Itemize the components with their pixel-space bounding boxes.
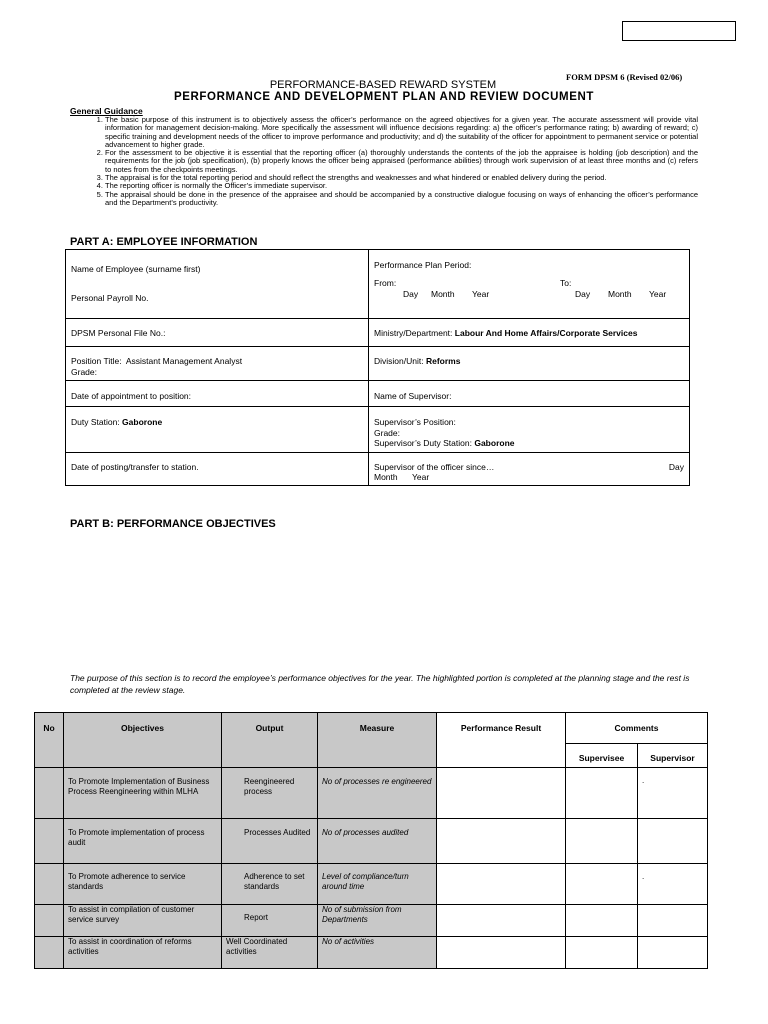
ministry-cell	[369, 319, 690, 347]
output-cell: Report	[222, 905, 318, 937]
division-value: Reforms	[425, 356, 461, 366]
header-output: Output	[222, 713, 318, 768]
objective-cell: To Promote Implementation of Business Process Reengineering within MLHA	[64, 768, 222, 819]
result-cell[interactable]	[437, 905, 566, 937]
header-no: No	[35, 713, 64, 768]
position-cell	[66, 347, 369, 381]
guidance-item-1: 1. The basic purpose of this instrument is to objectively assess the officer’s performance on the agreed objectives for a given year. The accurate assessment will provide vital information for management decision-making. More specifically the assessment will influence decisions regarding: a) the officer’s performance rating; b) awarding of reward; c) specific training and development needs of the officer to improve performance and productivity; and d) the suitability of the officer for appointment to permanent service or potential advancement to higher grade.	[105, 116, 698, 149]
to-year-label: Year	[649, 288, 667, 299]
supervisee-comment-cell[interactable]	[566, 905, 638, 937]
duty-station-value: Gaborone	[122, 417, 163, 427]
guidance-list	[70, 116, 698, 207]
objectives-table	[34, 712, 708, 969]
plan-period-label: Performance Plan Period:	[374, 260, 472, 270]
output-cell: Adherence to set standards	[222, 864, 318, 905]
from-month-label: Month	[431, 288, 455, 299]
header-supervisee: Supervisee	[566, 744, 638, 768]
objective-cell: To Promote adherence to service standards	[64, 864, 222, 905]
measure-cell: Level of compliance/turn around time	[318, 864, 437, 905]
part-a-heading: PART A: EMPLOYEE INFORMATION	[70, 236, 258, 248]
header-objectives: Objectives	[64, 713, 222, 768]
guidance-item-4: 4. The reporting officer is normally the Officer’s immediate supervisor.	[105, 182, 698, 190]
objective-cell: To assist in compilation of customer service survey	[64, 905, 222, 937]
output-cell: Reengineered process	[222, 768, 318, 819]
row-no-cell	[35, 864, 64, 905]
output-cell: Processes Audited	[222, 819, 318, 864]
supervisor-position-label: Supervisor’s Position:	[374, 417, 456, 427]
part-b-purpose: The purpose of this section is to record the employee’s performance objectives for the year. The highlighted portion is completed at the planning stage and the rest is completed at the review stage.	[70, 673, 690, 695]
from-label: From:	[374, 277, 397, 288]
supervisor-position-cell	[369, 407, 690, 453]
header-supervisor: Supervisor	[638, 744, 708, 768]
measure-cell: No of activities	[318, 937, 437, 969]
row-no-cell	[35, 937, 64, 969]
supervisor-name-label: Name of Supervisor:	[374, 391, 452, 401]
objective-cell: To assist in coordination of reforms activities	[64, 937, 222, 969]
measure-cell: No of processes re engineered	[318, 768, 437, 819]
supervisee-comment-cell[interactable]	[566, 819, 638, 864]
reference-box	[622, 21, 736, 41]
row-no-cell	[35, 768, 64, 819]
division-cell	[369, 347, 690, 381]
table-row	[35, 768, 708, 819]
employee-name-label: Name of Employee (surname first)	[71, 264, 201, 274]
duty-station-cell	[66, 407, 369, 453]
measure-cell: No of submission from Departments	[318, 905, 437, 937]
guidance-item-2: 2. For the assessment to be objective it is essential that the reporting officer (a) thoroughly understands the contents of the job the appraisee is holding (job description) and the requirements for the job (job specification), (b) properly knows the officer being appraised (performance abilities) through work supervision of at least three months and (c) refers to notes from the checkpoints meetings.	[105, 149, 698, 174]
document-title	[0, 79, 768, 91]
title-main: PERFORMANCE-BASED REWARD SYSTEM	[269, 79, 497, 91]
supervisor-comment-cell[interactable]	[638, 937, 708, 969]
supervisor-comment-cell[interactable]	[638, 905, 708, 937]
measure-cell: No of processes audited	[318, 819, 437, 864]
from-year-label: Year	[472, 288, 490, 299]
part-b-heading: PART B: PERFORMANCE OBJECTIVES	[70, 518, 276, 530]
table-row	[35, 864, 708, 905]
posting-label: Date of posting/transfer to station.	[71, 462, 199, 472]
header-performance-result: Performance Result	[437, 713, 566, 768]
since-day-label: Day	[668, 462, 684, 472]
result-cell[interactable]	[437, 819, 566, 864]
appointment-label: Date of appointment to position:	[71, 391, 192, 401]
result-cell[interactable]	[437, 864, 566, 905]
posting-cell	[66, 453, 369, 486]
since-month-label: Month	[374, 472, 398, 482]
supervisor-since-label: Supervisor of the officer since…	[374, 462, 495, 472]
position-label: Position Title:	[71, 356, 122, 366]
grade-label: Grade:	[71, 366, 97, 377]
result-cell[interactable]	[437, 937, 566, 969]
supervisor-grade-label: Grade:	[374, 427, 400, 438]
ministry-label: Ministry/Department:	[374, 328, 453, 338]
plan-period-cell	[369, 250, 690, 319]
employee-name-cell	[66, 250, 369, 319]
supervisor-comment-cell[interactable]: .	[638, 768, 708, 819]
supervisor-name-cell	[369, 381, 690, 407]
guidance-heading: General Guidance	[70, 106, 143, 116]
guidance-item-5: 5. The appraisal should be done in the presence of the appraisee and should be accompanied by a constructive dialogue focusing on ways of enhancing the officer’s performance and the Department’s productivity.	[105, 191, 698, 208]
division-label: Division/Unit:	[374, 356, 424, 366]
supervisor-comment-cell[interactable]: .	[638, 864, 708, 905]
to-month-label: Month	[608, 288, 632, 299]
objective-cell: To Promote implementation of process audit	[64, 819, 222, 864]
output-cell: Well Coordinated activities	[222, 937, 318, 969]
row-no-cell	[35, 905, 64, 937]
table-row	[35, 819, 708, 864]
supervisor-duty-value: Gaborone	[474, 438, 515, 448]
position-value: Assistant Management Analyst	[125, 356, 243, 366]
document-subtitle: PERFORMANCE AND DEVELOPMENT PLAN AND REVIEW DOCUMENT	[173, 91, 595, 103]
duty-station-label: Duty Station:	[71, 417, 120, 427]
guidance-item-3: 3. The appraisal is for the total reporting period and should reflect the strengths and weaknesses and what hindered or enabled delivery during the period.	[105, 174, 698, 182]
supervisee-comment-cell[interactable]	[566, 768, 638, 819]
file-no-cell	[66, 319, 369, 347]
result-cell[interactable]	[437, 768, 566, 819]
row-no-cell	[35, 819, 64, 864]
header-comments: Comments	[566, 713, 708, 744]
ministry-value: Labour And Home Affairs/Corporate Services	[454, 328, 638, 338]
employee-info-table	[65, 249, 690, 486]
appointment-cell	[66, 381, 369, 407]
header-measure: Measure	[318, 713, 437, 768]
to-day-label: Day	[575, 288, 591, 299]
supervisee-comment-cell[interactable]	[566, 937, 638, 969]
payroll-label: Personal Payroll No.	[71, 292, 149, 303]
from-day-label: Day	[403, 288, 419, 299]
file-no-label: DPSM Personal File No.:	[71, 328, 166, 338]
supervisor-comment-cell[interactable]	[638, 819, 708, 864]
form-number: FORM DPSM 6 (Revised 02/06)	[566, 72, 683, 82]
supervisee-comment-cell[interactable]	[566, 864, 638, 905]
to-label: To:	[560, 277, 572, 288]
table-row	[35, 905, 708, 937]
table-row	[35, 937, 708, 969]
since-year-label: Year	[412, 472, 430, 482]
supervisor-since-cell	[369, 453, 690, 486]
supervisor-duty-label: Supervisor’s Duty Station:	[374, 438, 472, 448]
